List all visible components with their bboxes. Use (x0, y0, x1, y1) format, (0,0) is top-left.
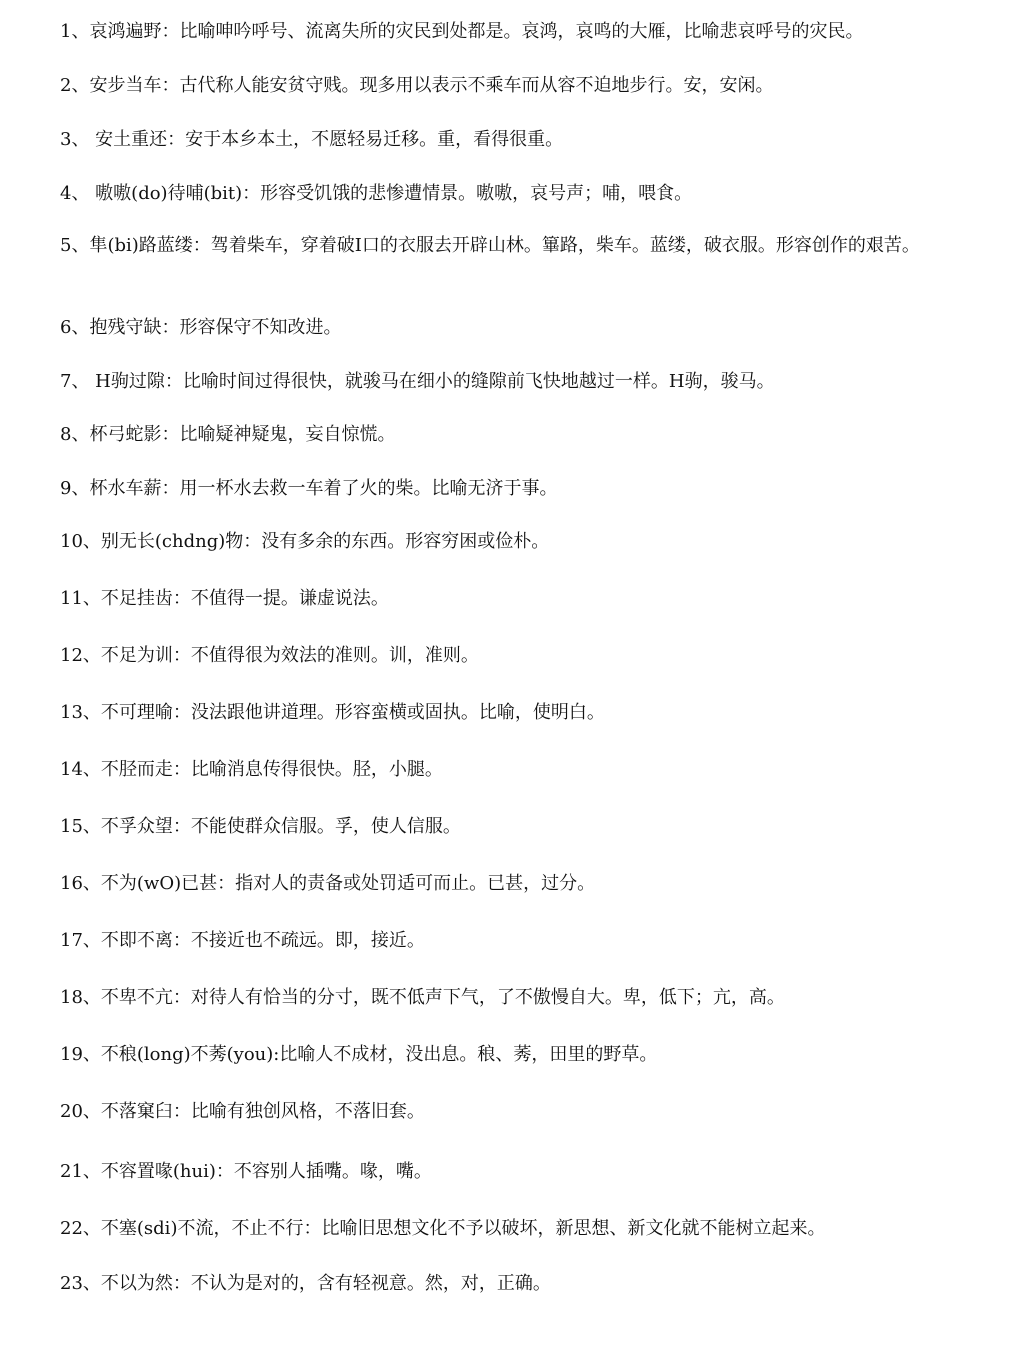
idiom-entry-20: 20、不落窠臼：比喻有独创风格，不落旧套。 (60, 1101, 425, 1122)
idiom-entry-19: 19、不稂(long)不莠(you):比喻人不成材，没出息。稂、莠，田里的野草。 (60, 1044, 658, 1065)
idiom-entry-16: 16、不为(wO)已甚：指对人的责备或处罚适可而止。已甚，过分。 (60, 873, 596, 894)
idiom-entry-13: 13、不可理喻：没法跟他讲道理。形容蛮横或固执。比喻，使明白。 (60, 702, 605, 723)
idiom-entry-9: 9、杯水车薪：用一杯水去救一车着了火的柴。比喻无济于事。 (60, 478, 558, 499)
idiom-entry-2: 2、安步当车：古代称人能安贫守贱。现多用以表示不乘车而从容不迫地步行。安，安闲。 (60, 75, 774, 96)
idiom-entry-3: 3、 安土重还：安于本乡本土，不愿轻易迁移。重，看得很重。 (60, 129, 564, 150)
idiom-entry-12: 12、不足为训：不值得很为效法的准则。训，准则。 (60, 645, 479, 666)
idiom-entry-6: 6、抱残守缺：形容保守不知改进。 (60, 317, 342, 338)
idiom-entry-23: 23、不以为然：不认为是对的，含有轻视意。然，对，正确。 (60, 1273, 551, 1294)
idiom-entry-14: 14、不胫而走：比喻消息传得很快。胫，小腿。 (60, 759, 443, 780)
idiom-entry-15: 15、不孚众望：不能使群众信服。孚，使人信服。 (60, 816, 461, 837)
idiom-entry-11: 11、不足挂齿：不值得一提。谦虚说法。 (60, 588, 389, 609)
idiom-entry-7: 7、 H驹过隙：比喻时间过得很快，就骏马在细小的缝隙前飞快地越过一样。H驹，骏马。 (60, 371, 775, 392)
idiom-entry-18: 18、不卑不亢：对待人有恰当的分寸，既不低声下气，了不傲慢自大。卑，低下；亢，高。 (60, 987, 785, 1008)
idiom-entry-22: 22、不塞(sdi)不流，不止不行：比喻旧思想文化不予以破坏，新思想、新文化就不能树立起来。 (60, 1218, 826, 1239)
idiom-entry-17: 17、不即不离：不接近也不疏远。即，接近。 (60, 930, 425, 951)
idiom-entry-1: 1、哀鸿遍野：比喻呻吟呼号、流离失所的灾民到处都是。哀鸿，哀鸣的大雁，比喻悲哀呼号的灾民。 (60, 21, 864, 42)
idiom-entry-21: 21、不容置喙(hui)：不容别人插嘴。喙，嘴。 (60, 1161, 432, 1182)
idiom-entry-10: 10、别无长(chdng)物：没有多余的东西。形容穷困或俭朴。 (60, 531, 550, 552)
idiom-entry-8: 8、杯弓蛇影：比喻疑神疑鬼，妄自惊慌。 (60, 424, 396, 445)
idiom-entry-5: 5、隼(bi)路蓝缕：驾着柴车，穿着破I口的衣服去开辟山林。篳路，柴车。蓝缕，破衣服。形容创作的艰苦。 (60, 235, 920, 256)
idiom-entry-4: 4、 嗷嗷(do)待哺(bit)：形容受饥饿的悲惨遭情景。嗷嗷，哀号声；哺，喂食。 (60, 183, 693, 204)
